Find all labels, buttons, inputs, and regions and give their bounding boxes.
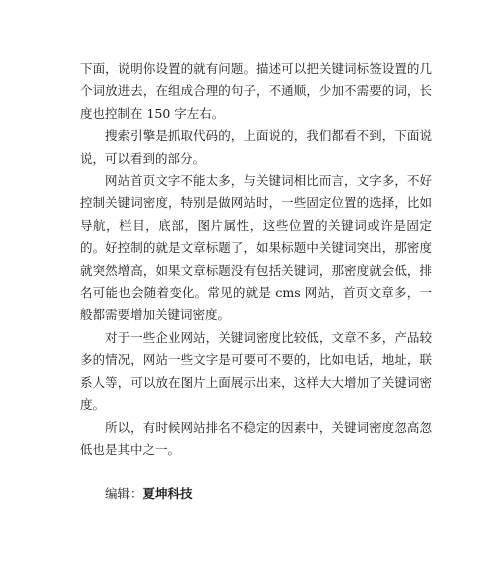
paragraph-1: 下面，说明你设置的就有问题。描述可以把关键词标签设置的几个词放进去，在组成合理的句子，不通顺，少加不需要的词，长度也控制在 150 字左右。 — [80, 61, 432, 121]
editor-line — [80, 483, 432, 505]
paragraph-4: 对于一些企业网站，关键词密度比较低，文章不多，产品较多的情况，网站一些文字是可要可不要的，比如电话，地址，联系人等，可以放在图片上面展示出来，这样大大增加了关键词密度。 — [80, 329, 432, 413]
editor-label: 编辑： — [105, 486, 143, 502]
paragraph-3: 网站首页文字不能太多，与关键词相比而言，文字多，不好控制关键词密度，特别是做网站时，一些固定位置的选择，比如导航，栏目，底部，图片属性，这些位置的关键词或许是固定的。好控制的就是文章标题了，如果标题中关键词突出，那密度就突然增高，如果文章标题没有包括关键词，那密度就会低，排名可能也会随着变化。常见的就是 cms 网站，首页文章多，一般都需要增加关键词密度。 — [80, 173, 432, 323]
document-body — [80, 58, 432, 518]
paragraph-2: 搜索引擎是抓取代码的，上面说的，我们都看不到，下面说说，可以看到的部分。 — [80, 128, 432, 166]
paragraph-5: 所以，有时候网站排名不稳定的因素中，关键词密度忽高忽低也是其中之一。 — [80, 419, 432, 457]
editor-name: 夏坤科技 — [142, 486, 193, 502]
